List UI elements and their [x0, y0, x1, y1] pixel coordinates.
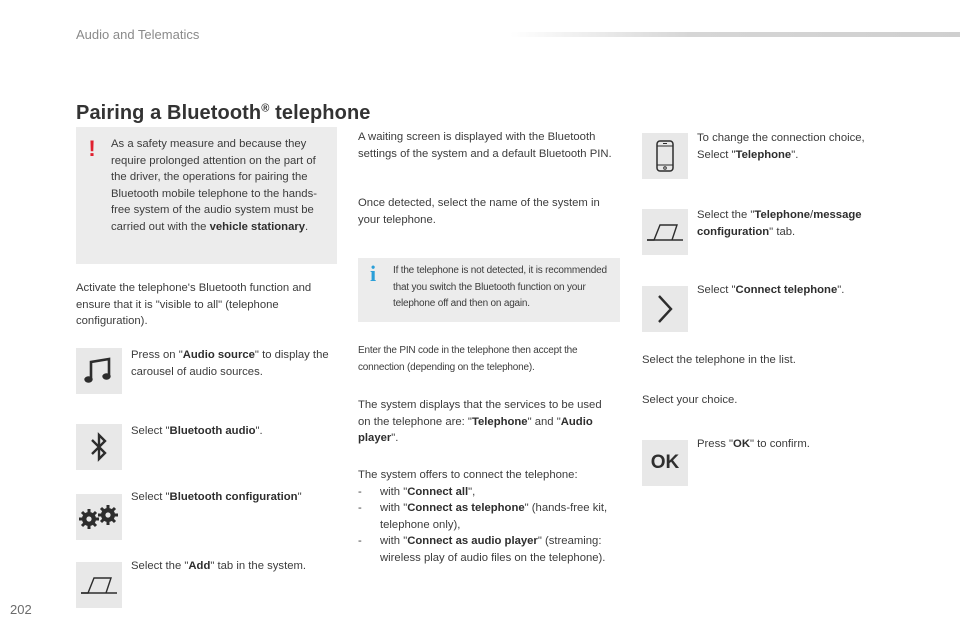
bluetooth-configuration-button[interactable]: [76, 494, 122, 540]
info-text: If the telephone is not detected, it is recommended that you switch the Bluetooth function on your telephone off and then on again.: [393, 265, 607, 309]
waiting-screen-text: A waiting screen is displayed with the Bluetooth settings of the system and a default Bluetooth PIN.: [358, 131, 612, 160]
registered-mark: ®: [261, 102, 270, 115]
step-ok-confirm: Press "OK" to confirm.: [697, 438, 810, 450]
option-connect-audio-player: - with "Connect as audio player" (streaming: wireless play of audio files on the telephone).: [358, 535, 606, 564]
select-name-text: Once detected, select the name of the system in your telephone.: [358, 197, 600, 226]
select-choice-text: Select your choice.: [642, 394, 738, 406]
ok-button-icon: OK: [650, 452, 680, 473]
page-title: Pairing a Bluetooth® telephone: [76, 102, 371, 124]
header-rule: [510, 32, 960, 37]
step-telephone-message-configuration: Select the "Telephone/message configuration" tab.: [697, 209, 862, 238]
gears-icon: [77, 502, 121, 532]
bluetooth-icon: [84, 430, 114, 464]
chevron-right-icon: [653, 292, 677, 326]
audio-source-button[interactable]: [76, 348, 122, 394]
intro-text: Activate the telephone's Bluetooth function and ensure that it is "visible to all" (telephone configuration).: [76, 282, 312, 327]
tab-icon: [645, 221, 685, 243]
connect-options-intro: The system offers to connect the telephone:: [358, 469, 578, 481]
step-bluetooth-audio: Select "Bluetooth audio".: [131, 425, 263, 437]
telephone-button[interactable]: [642, 133, 688, 179]
warning-text: As a safety measure and because they require prolonged attention on the part of the driver, the operations for pairing the Bluetooth mobile telephone to the hands-free system of the audio system must be carried out with the vehicle stationary.: [111, 138, 318, 233]
music-note-icon: [82, 354, 116, 388]
option-connect-telephone: - with "Connect as telephone" (hands-free kit, telephone only),: [358, 502, 608, 531]
step-connect-telephone: Select "Connect telephone".: [697, 284, 845, 296]
step-bluetooth-configuration: Select "Bluetooth configuration": [131, 491, 302, 503]
services-text: The system displays that the services to be used on the telephone are: "Telephone" and "Audio player".: [358, 399, 602, 444]
tab-icon: [79, 574, 119, 596]
page-number: 202: [10, 602, 32, 617]
connect-telephone-button[interactable]: [642, 286, 688, 332]
section-title: Audio and Telematics: [76, 27, 200, 42]
pin-code-text: Enter the PIN code in the telephone then accept the connection (depending on the telephone).: [358, 345, 578, 373]
step-change-connection: To change the connection choice, Select "Telephone".: [697, 132, 865, 161]
add-tab-button[interactable]: [76, 562, 122, 608]
step-audio-source: Press on "Audio source" to display the carousel of audio sources.: [131, 349, 329, 378]
info-icon: i: [369, 261, 377, 286]
option-connect-all: - with "Connect all",: [358, 485, 476, 498]
connect-options: [358, 467, 620, 566]
telephone-message-configuration-tab-button[interactable]: [642, 209, 688, 255]
ok-button[interactable]: [642, 440, 688, 486]
bluetooth-audio-button[interactable]: [76, 424, 122, 470]
select-telephone-text: Select the telephone in the list.: [642, 354, 796, 366]
smartphone-icon: [654, 139, 676, 173]
exclamation-icon: !: [88, 136, 96, 161]
step-add-tab: Select the "Add" tab in the system.: [131, 560, 307, 572]
